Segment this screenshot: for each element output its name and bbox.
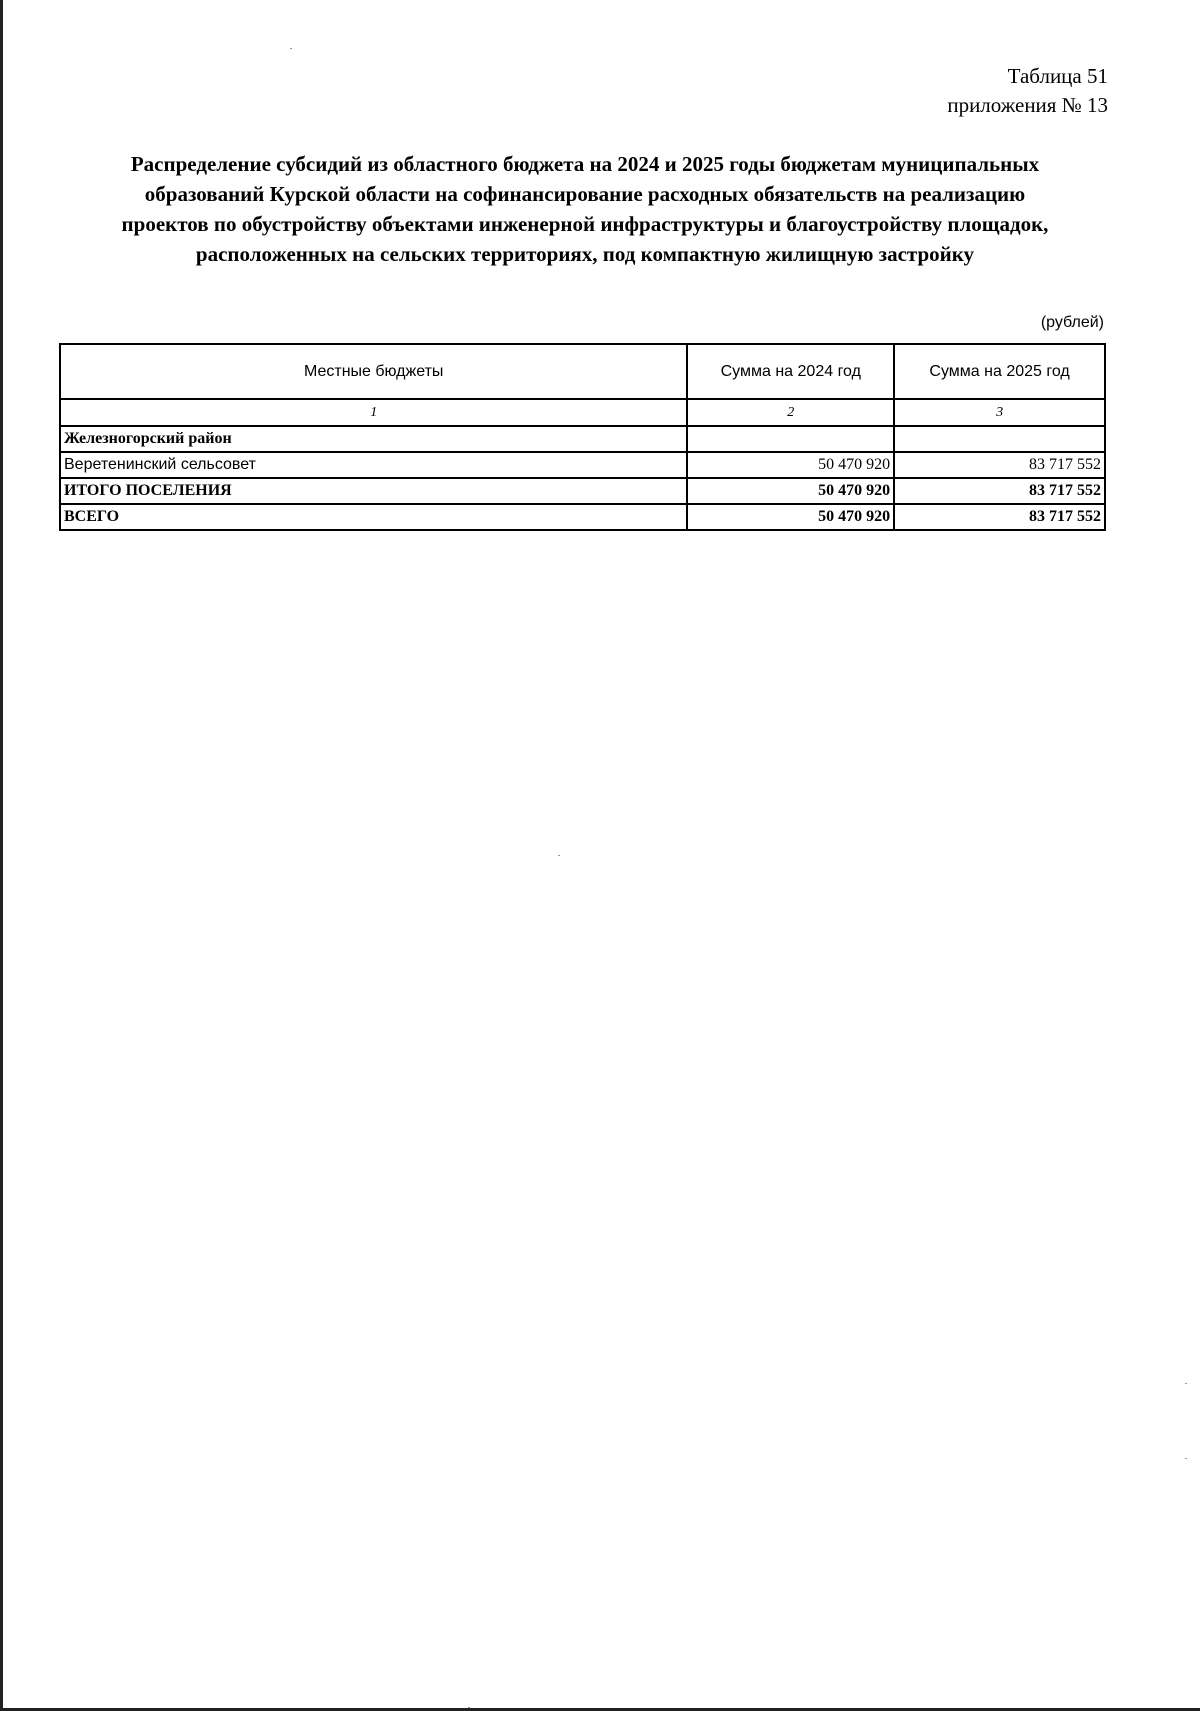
subtotal-row	[60, 478, 1105, 504]
column-number-1: 1	[60, 399, 687, 426]
title-line-3: проектов по обустройству объектами инженерной инфраструктуры и благоустройству площадок,	[121, 212, 1049, 236]
column-number-row	[60, 399, 1105, 426]
settlement-row	[60, 452, 1105, 478]
settlement-name: Веретенинский сельсовет	[60, 452, 687, 478]
scan-border-left	[0, 0, 3, 1711]
district-2024-empty	[687, 426, 894, 452]
subtotal-sum-2025: 83 717 552	[894, 478, 1105, 504]
table-header-row	[60, 344, 1105, 399]
table-number: Таблица 51	[1007, 64, 1108, 88]
scan-speck	[290, 48, 292, 49]
scan-speck	[1185, 1458, 1187, 1459]
subtotal-label: ИТОГО ПОСЕЛЕНИЯ	[60, 478, 687, 504]
total-sum-2024: 50 470 920	[687, 504, 894, 530]
scan-speck	[468, 1707, 470, 1708]
subsidy-table	[59, 343, 1106, 531]
district-name: Железногорский район	[60, 426, 687, 452]
subtotal-sum-2024: 50 470 920	[687, 478, 894, 504]
total-label: ВСЕГО	[60, 504, 687, 530]
scan-speck	[558, 855, 560, 856]
scan-speck	[1185, 1383, 1187, 1384]
settlement-sum-2025: 83 717 552	[894, 452, 1105, 478]
header-local-budgets: Местные бюджеты	[60, 344, 687, 399]
column-number-3: 3	[894, 399, 1105, 426]
total-row	[60, 504, 1105, 530]
header-sum-2025: Сумма на 2025 год	[894, 344, 1105, 399]
district-row	[60, 426, 1105, 452]
title-line-4: расположенных на сельских территориях, под компактную жилищную застройку	[195, 242, 975, 266]
document-title	[60, 149, 1110, 269]
table-reference-header	[947, 62, 1108, 120]
column-number-2: 2	[687, 399, 894, 426]
total-sum-2025: 83 717 552	[894, 504, 1105, 530]
settlement-sum-2024: 50 470 920	[687, 452, 894, 478]
header-sum-2024: Сумма на 2024 год	[687, 344, 894, 399]
title-line-2: образований Курской области на софинансирование расходных обязательств на реализацию	[144, 182, 1026, 206]
title-line-1: Распределение субсидий из областного бюджета на 2024 и 2025 годы бюджетам муниципальных	[130, 152, 1040, 176]
units-label: (рублей)	[1040, 314, 1104, 331]
appendix-number: приложения № 13	[947, 93, 1108, 117]
district-2025-empty	[894, 426, 1105, 452]
